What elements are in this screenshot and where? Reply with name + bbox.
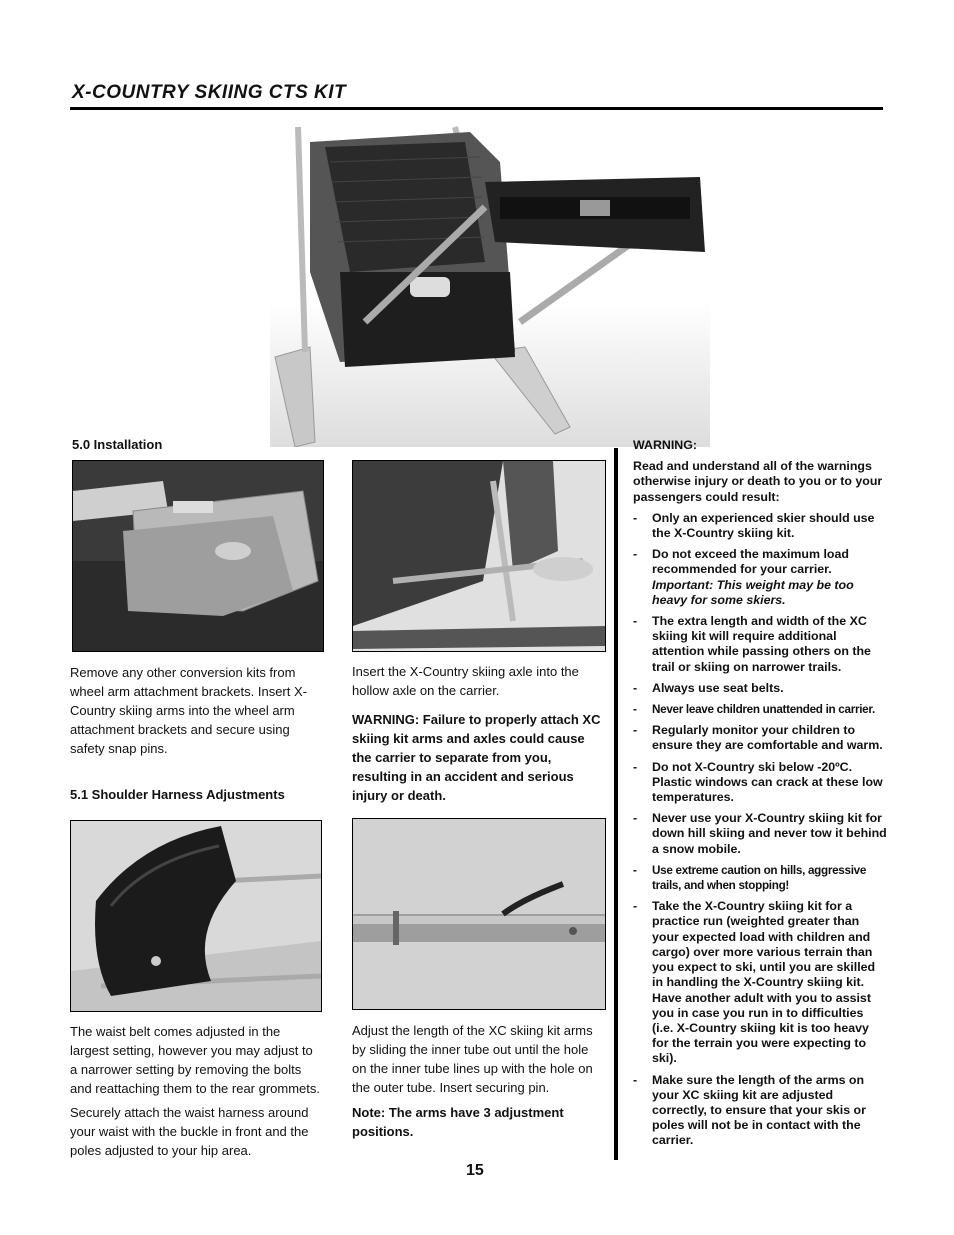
installation-warning: WARNING: Failure to properly attach XC skiing kit arms and axles could cause the carrier to separate from you, resulting in an accident and serious injury or death. (352, 712, 601, 803)
page-number: 15 (466, 1162, 484, 1179)
axle-insert-photo (352, 460, 606, 652)
waist-belt-photo (70, 820, 322, 1012)
list-item: - Use extreme caution on hills, aggressive trails, and when stopping! (633, 863, 867, 893)
harness-text-left-2: Securely attach the waist harness around your waist with the buckle in front and the poles adjusted to your hip area. (70, 1105, 309, 1158)
installation-text-left: Remove any other conversion kits from wheel arm attachment brackets. Insert X-Country skiing arms into the wheel arm attachment brackets and secure using safety snap pins. (70, 665, 307, 756)
page-title: X-COUNTRY SKIING CTS KIT (72, 82, 347, 103)
list-item: - Do not exceed the maximum load recommended for your carrier. Important: This weight may be too heavy for some skiers. (633, 547, 888, 608)
bracket-photo (72, 460, 324, 652)
list-item: - Only an experienced skier should use the X-Country skiing kit. (633, 510, 875, 541)
harness-text-middle: Adjust the length of the XC skiing kit arms by sliding the inner tube out until the hole on the inner tube lines up with the hole on the outer tube. Insert securing pin. (352, 1023, 593, 1095)
carrier-ski-kit-photo (270, 122, 710, 447)
installation-heading: 5.0 Installation (72, 437, 163, 452)
harness-heading: 5.1 Shoulder Harness Adjustments (70, 787, 285, 802)
warning-heading: WARNING: (633, 438, 698, 452)
list-item: - Take the X-Country skiing kit for a practice run (weighted greater than your expected load with children and cargo) over more various terrain than you expect to ski, until you are skilled in handling the X-Country skiing kit. Have another adult with you to assist you in case you run in to difficulties (i.e. X-Country skiing kit is too heavy for the terrain you were expecting to ski). (633, 899, 876, 1066)
column-divider (614, 448, 618, 1160)
warning-box (633, 438, 888, 1149)
harness-text-left-1: The waist belt comes adjusted in the largest setting, however you may adjust to a narrower setting by removing the bolts and reattaching them to the rear grommets. (70, 1024, 321, 1096)
list-item: - Never leave children unattended in carrier. (633, 703, 875, 717)
list-item: - Make sure the length of the arms on your XC skiing kit are adjusted correctly, to ensure that your skis or poles will not be in contact with the carrier. (633, 1072, 866, 1148)
title-rule (70, 107, 883, 110)
warning-intro: Read and understand all of the warnings otherwise injury or death to you or to your passengers could result: (633, 459, 883, 504)
list-item: - Never use your X-Country skiing kit for down hill skiing and never tow it behind a snow mobile. (633, 811, 887, 856)
installation-text-middle: Insert the X-Country skiing axle into the hollow axle on the carrier. (352, 664, 579, 698)
list-item: - Regularly monitor your children to ensure they are comfortable and warm. (633, 723, 883, 753)
warning-important-note: Important: This weight may be too heavy for some skiers. (652, 577, 854, 607)
arm-adjust-photo (352, 818, 606, 1010)
harness-note: Note: The arms have 3 adjustment positions. (352, 1105, 564, 1139)
warning-list (633, 511, 888, 1149)
list-item: - Always use seat belts. (633, 680, 784, 695)
list-item: - The extra length and width of the XC skiing kit will require additional attention while passing others on the trail or skiing on narrower trails. (633, 614, 871, 674)
list-item: - Do not X-Country ski below -20ºC. Plastic windows can crack at these low temperatures. (633, 759, 883, 805)
